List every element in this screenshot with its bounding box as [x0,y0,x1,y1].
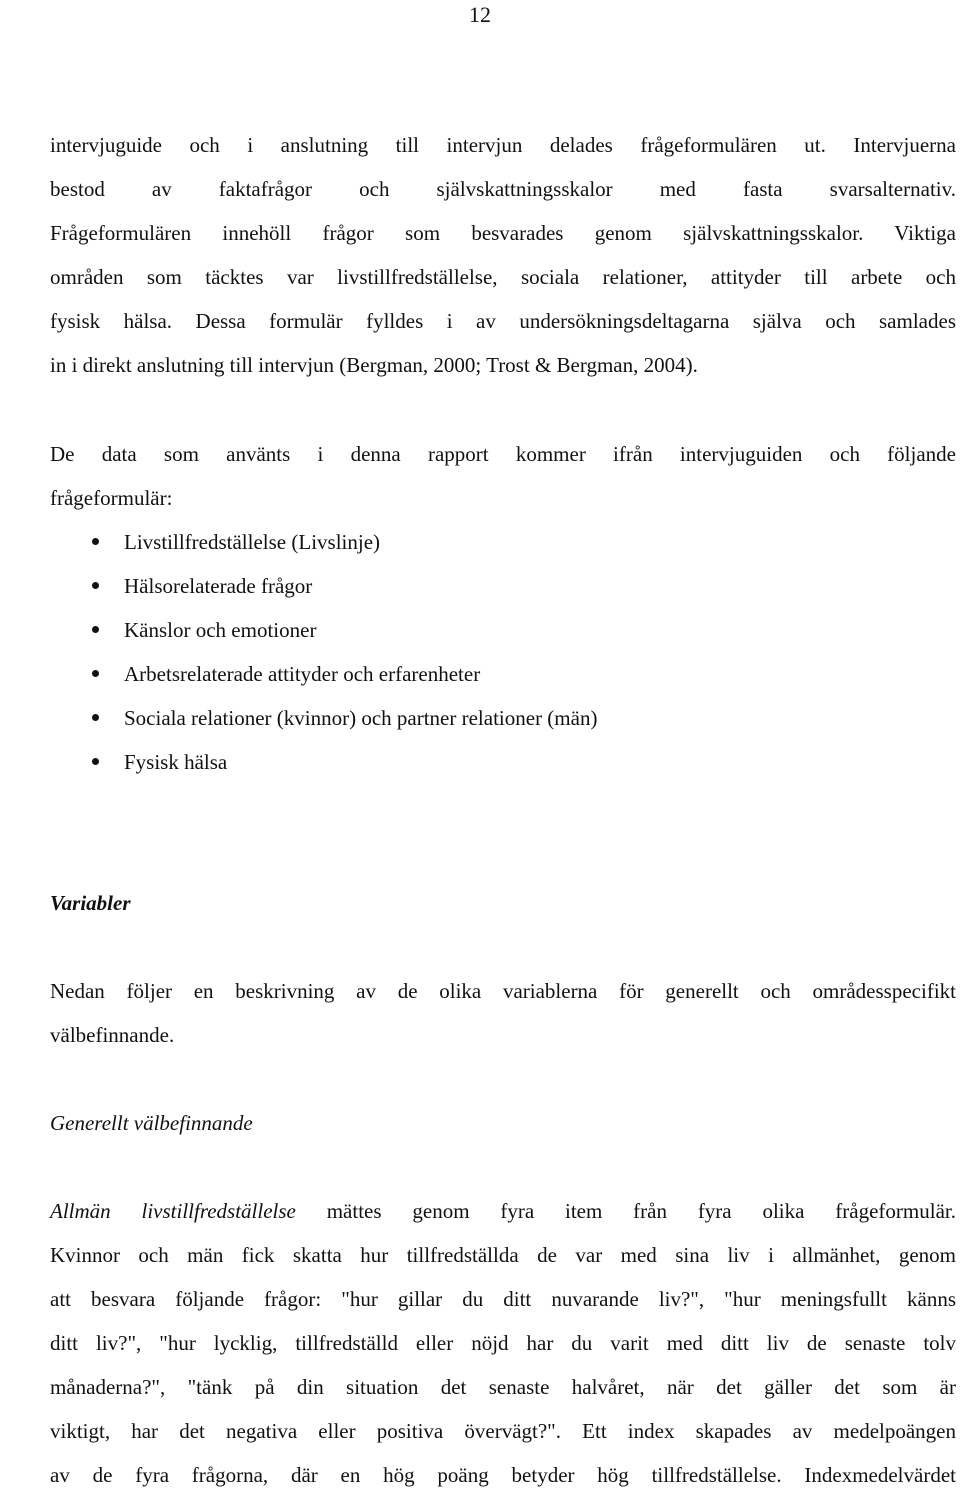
list-item-text: Känslor och emotioner [124,618,317,642]
bullet-icon [92,538,99,545]
paragraph-line [50,1198,956,1224]
italic-term: Allmän livstillfredställelse [50,1199,296,1223]
bullet-icon [92,582,99,589]
paragraph-line: Kvinnor och män fick skatta hur tillfredställda de var med sina liv i allmänhet, genom [50,1243,956,1267]
bullet-icon [92,670,99,677]
list-item-text: Hälsorelaterade frågor [124,574,313,598]
list-item-text: Fysisk hälsa [124,750,228,774]
bullet-icon [92,758,99,765]
list-item-text: Arbetsrelaterade attityder och erfarenheter [124,662,481,686]
paragraph-line: fysisk hälsa. Dessa formulär fylldes i av undersökningsdeltagarna själva och samlades [50,309,956,333]
paragraph-line: att besvara följande frågor: "hur gillar du ditt nuvarande liv?", "hur meningsfullt känns [50,1287,956,1311]
paragraph-line: Frågeformulären innehöll frågor som besvarades genom självskattningsskalor. Viktiga [50,221,956,245]
paragraph-line: in i direkt anslutning till intervjun (Bergman, 2000; Trost & Bergman, 2004). [50,353,698,377]
page-number: 12 [469,2,491,27]
paragraph-line: De data som använts i denna rapport kommer ifrån intervjuguiden och följande [50,442,956,466]
paragraph-line: frågeformulär: [50,486,173,510]
list-item-text: Livstillfredställelse (Livslinje) [124,530,381,554]
subsection-heading: Generellt välbefinnande [50,1111,253,1135]
paragraph-line: bestod av faktafrågor och självskattningsskalor med fasta svarsalternativ. [50,177,956,201]
bullet-icon [92,714,99,721]
paragraph-line: ditt liv?", "hur lycklig, tillfredställd eller nöjd har du varit med ditt liv de senaste tolv [50,1331,956,1355]
section-heading: Variabler [50,891,131,915]
list-item-text: Sociala relationer (kvinnor) och partner relationer (män) [124,706,598,730]
bullet-icon [92,626,99,633]
paragraph-line: månaderna?", "tänk på din situation det senaste halvåret, när det gäller det som är [50,1375,956,1399]
paragraph-line: av de fyra frågorna, där en hög poäng betyder hög tillfredställelse. Indexmedelvärdet [50,1463,956,1487]
paragraph-line: Nedan följer en beskrivning av de olika variablerna för generellt och områdesspecifikt [50,979,956,1003]
paragraph-line: välbefinnande. [50,1023,175,1047]
paragraph-line: viktigt, har det negativa eller positiva övervägt?". Ett index skapades av medelpoängen [50,1419,956,1443]
paragraph-line: intervjuguide och i anslutning till intervjun delades frågeformulären ut. Intervjuerna [50,133,956,157]
paragraph-line-rest: mättes genom fyra item från fyra olika frågeformulär. [295,1199,956,1223]
paragraph-line: områden som täcktes var livstillfredställelse, sociala relationer, attityder till arbete och [50,265,956,289]
